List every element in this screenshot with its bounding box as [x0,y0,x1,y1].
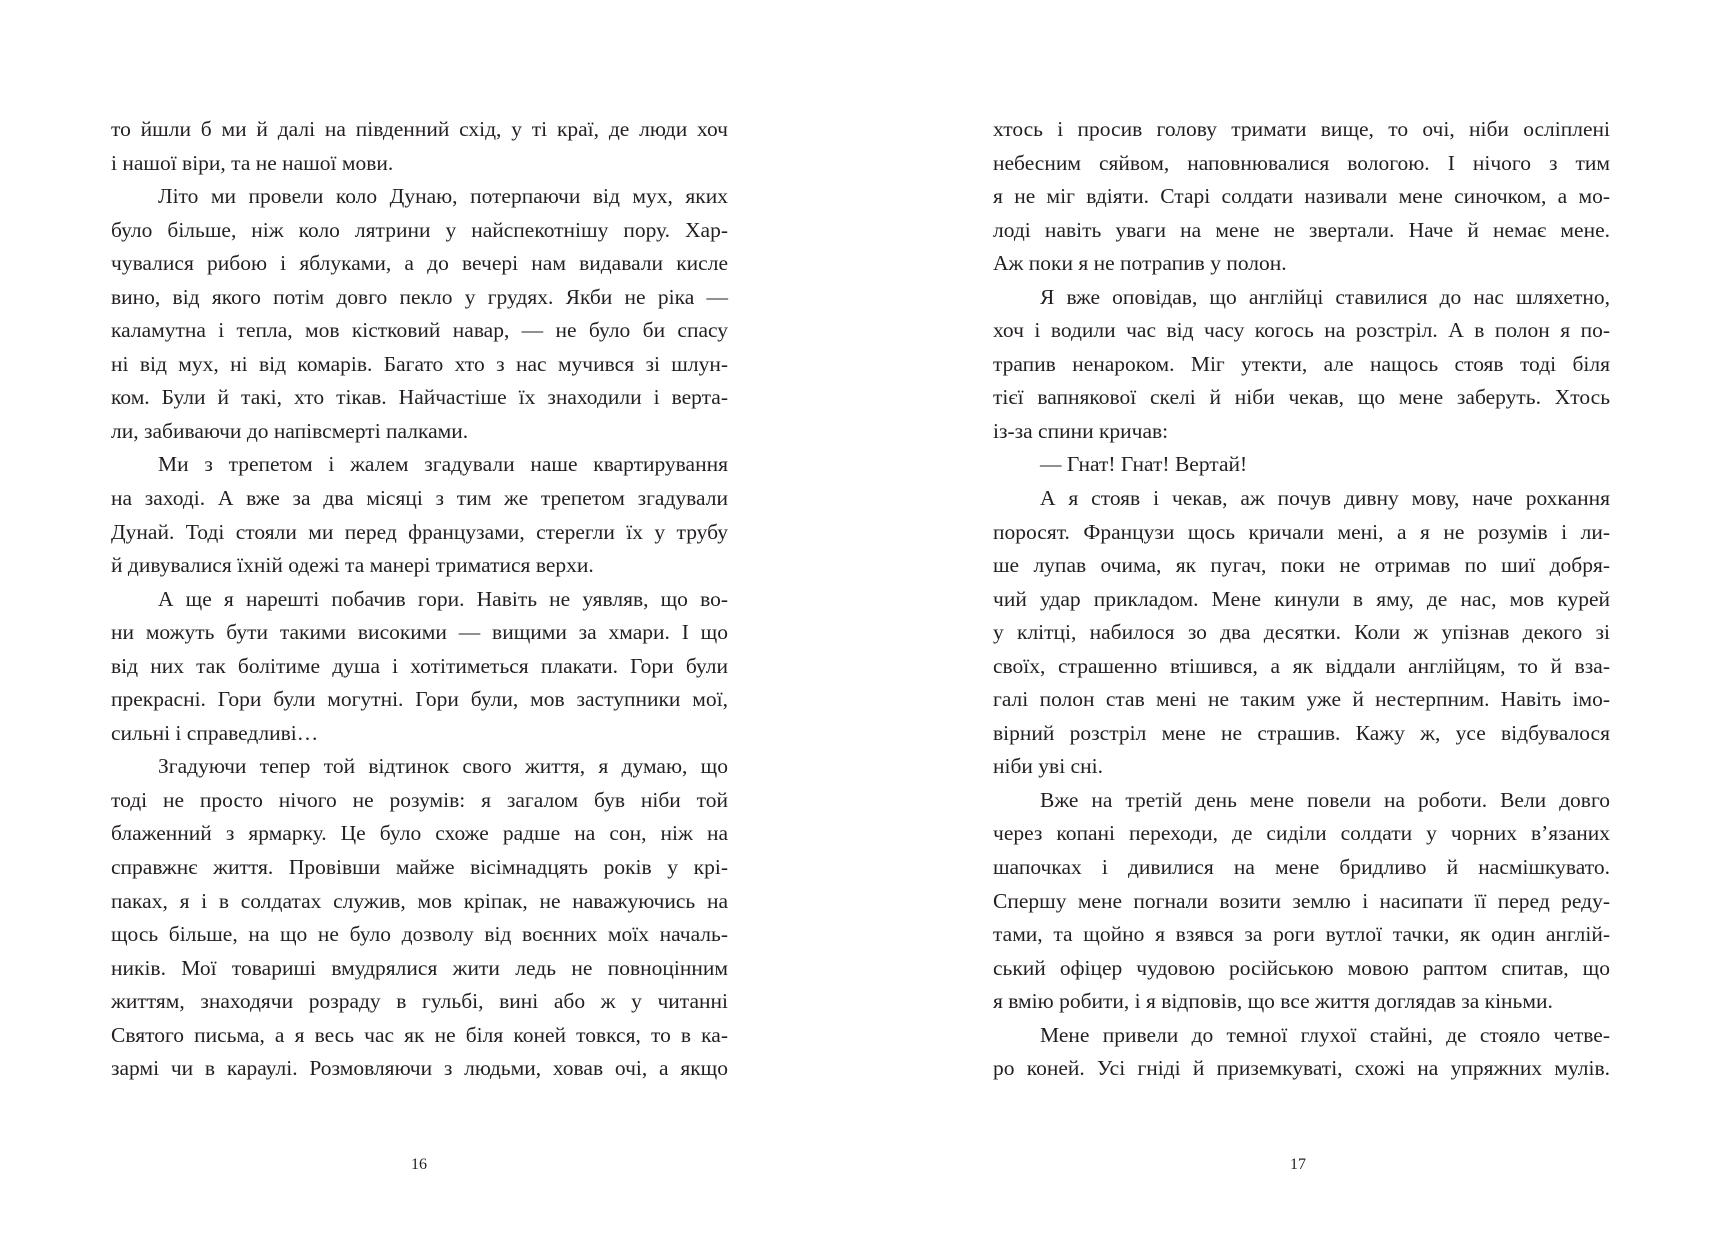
text-line: Вже на третій день мене повели на роботи. Вели довго [1040,787,1610,812]
text-line: лоді навіть уваги на мене не звертали. Наче й немає мене. [993,217,1610,242]
paragraph [993,113,1610,281]
paragraph [993,482,1610,784]
paragraph [993,281,1610,449]
right-page [856,0,1713,1258]
paragraph [993,1019,1610,1086]
right-page-number: 17 [1290,1156,1306,1173]
text-line: блаженний з ярмарку. Це було схоже радше на сон, ніж на [111,821,728,846]
text-line: ро коней. Усі гніді й приземкуваті, схожі на упряжних мулів. [993,1056,1610,1081]
text-line: на заході. А вже за два місяці з тим же трепетом згадували [111,486,728,511]
text-line: небесним сяйвом, наповнювалися вологою. І нічого з тим [993,150,1610,175]
text-line: А я стояв і чекав, аж почув дивну мову, наче рохкання [1040,486,1610,511]
paragraph [111,180,728,448]
text-line: паках, я і в солдатах служив, мов кріпак, не наважуючись на [111,888,728,913]
text-line: ні від мух, ні від комарів. Багато хто з нас мучився зі шлун- [111,351,728,376]
text-line: щось більше, на що не було дозволу від воєнних моїх началь- [111,922,728,947]
text-line: ників. Мої товариші вмудрялися жити ледь не повноцінним [111,955,728,980]
paragraph [111,448,728,582]
text-line: хоч і водили час від часу когось на розстріл. А в полон я по- [993,318,1610,343]
left-page-number: 16 [411,1156,427,1173]
text-line: шапочках і дивилися на мене бридливо й насмішкувато. [993,855,1610,880]
text-line: каламутна і тепла, мов кістковий навар, — не було би спасу [111,318,728,343]
text-line: Спершу мене погнали возити землю і насипати її перед реду- [993,888,1610,913]
text-line: вино, від якого потім довго пекло у грудях. Якби не ріка — [111,284,728,309]
text-line: трапив ненароком. Міг утекти, але нащось стояв тоді біля [993,351,1610,376]
text-line: й дивувалися їхній одежі та манері триматися верхи. [111,553,594,578]
text-line: Ми з трепетом і жалем згадували наше квартирування [158,452,728,477]
text-line: своїх, страшенно втішився, а як віддали англійцям, то й взa- [993,653,1610,678]
text-line: ніби уві сні. [993,754,1103,779]
text-line: сильні і справедливі… [111,720,319,745]
text-line: Святого письма, а я весь час як не біля коней товкся, то в ка- [111,1022,728,1047]
text-line: ни можуть бути такими високими — вищими за хмари. І що [111,620,728,645]
text-line: ком. Були й такі, хто тікав. Найчастіше їх знаходили і верта- [111,385,728,410]
paragraph [993,784,1610,1019]
text-line: ше лупав очима, як пугач, поки не отримав по шиї добря- [993,553,1610,578]
text-line: вірний розстріл мене не страшив. Кажу ж, усе відбувалося [993,720,1610,745]
paragraph [111,113,728,180]
text-line: через копані переходи, де сиділи солдати у чорних в’язаних [993,821,1610,846]
paragraph [111,750,728,1085]
text-line: зармі чи в караулі. Розмовляючи з людьми, ховав очі, а якщо [111,1056,728,1081]
text-line: Літо ми провели коло Дунаю, потерпаючи від мух, яких [158,184,728,209]
text-line: тоді не просто нічого не розумів: я загалом був ніби той [111,787,728,812]
text-line: Мене привели до темної глухої стайні, де стояло четве- [1040,1022,1610,1047]
text-line: поросят. Французи щось кричали мені, а я не розумів і ли- [993,519,1610,544]
text-line: то йшли б ми й далі на південний схід, у ті краї, де люди хоч [111,117,728,141]
text-line: життям, знаходячи розраду в гульбі, вині або ж у читанні [111,989,728,1014]
text-line: я не міг вдіяти. Старі солдати називали мене синочком, а мо- [993,184,1610,209]
text-line: від них так болітиме душа і хотітиметься плакати. Гори були [111,653,728,678]
text-line: ський офіцер чудовою російською мовою раптом спитав, що [993,955,1610,980]
text-line: ли, забиваючи до напівсмерті палками. [111,418,469,443]
text-line: справжнє життя. Провівши майже вісімнадцять років у крі- [111,855,728,880]
text-line: прекрасні. Гори були могутні. Гори були, мов заступники мої, [111,687,728,712]
text-line: галі полон став мені не таким уже й нестерпним. Навіть імо- [993,687,1610,712]
left-page [0,0,856,1258]
text-line: чий удар прикладом. Мене кинули в яму, де нас, мов курей [993,586,1610,611]
text-line: я вмію робити, і я відповів, що все життя доглядав за кіньми. [993,989,1553,1014]
paragraph [993,448,1610,482]
text-line: Згадуючи тепер той відтинок свого життя, я думаю, що [158,754,728,779]
text-line: у клітці, набилося зо два десятки. Коли ж упізнав декого зі [993,620,1610,645]
text-line: — Гнат! Гнат! Вертай! [1040,452,1248,477]
text-line: із-за спини кричав: [993,418,1169,443]
text-line: А ще я нарешті побачив гори. Навіть не уявляв, що во- [158,586,728,611]
paragraph [111,583,728,751]
text-line: Дунай. Тоді стояли ми перед французами, стерегли їх у трубу [111,519,728,544]
text-line: і нашої віри, та не нашої мови. [111,150,394,175]
left-page-text [111,113,728,1086]
text-line: хтось і просив голову тримати вище, то очі, ніби осліплені [993,117,1610,141]
text-line: тами, та щойно я взявся за роги вутлої тачки, як один англій- [993,922,1610,947]
text-line: Аж поки я не потрапив у полон. [993,251,1287,276]
right-page-text [993,113,1610,1086]
text-line: тієї вапнякової скелі й ніби чекав, що мене заберуть. Хтось [993,385,1610,410]
text-line: було більше, ніж коло лятрини у найспекотнішу пору. Хар- [111,217,728,242]
text-line: чувалися рибою і яблуками, а до вечері нам видавали кисле [111,251,728,276]
text-line: Я вже оповідав, що англійці ставилися до нас шляхетно, [1040,284,1610,309]
